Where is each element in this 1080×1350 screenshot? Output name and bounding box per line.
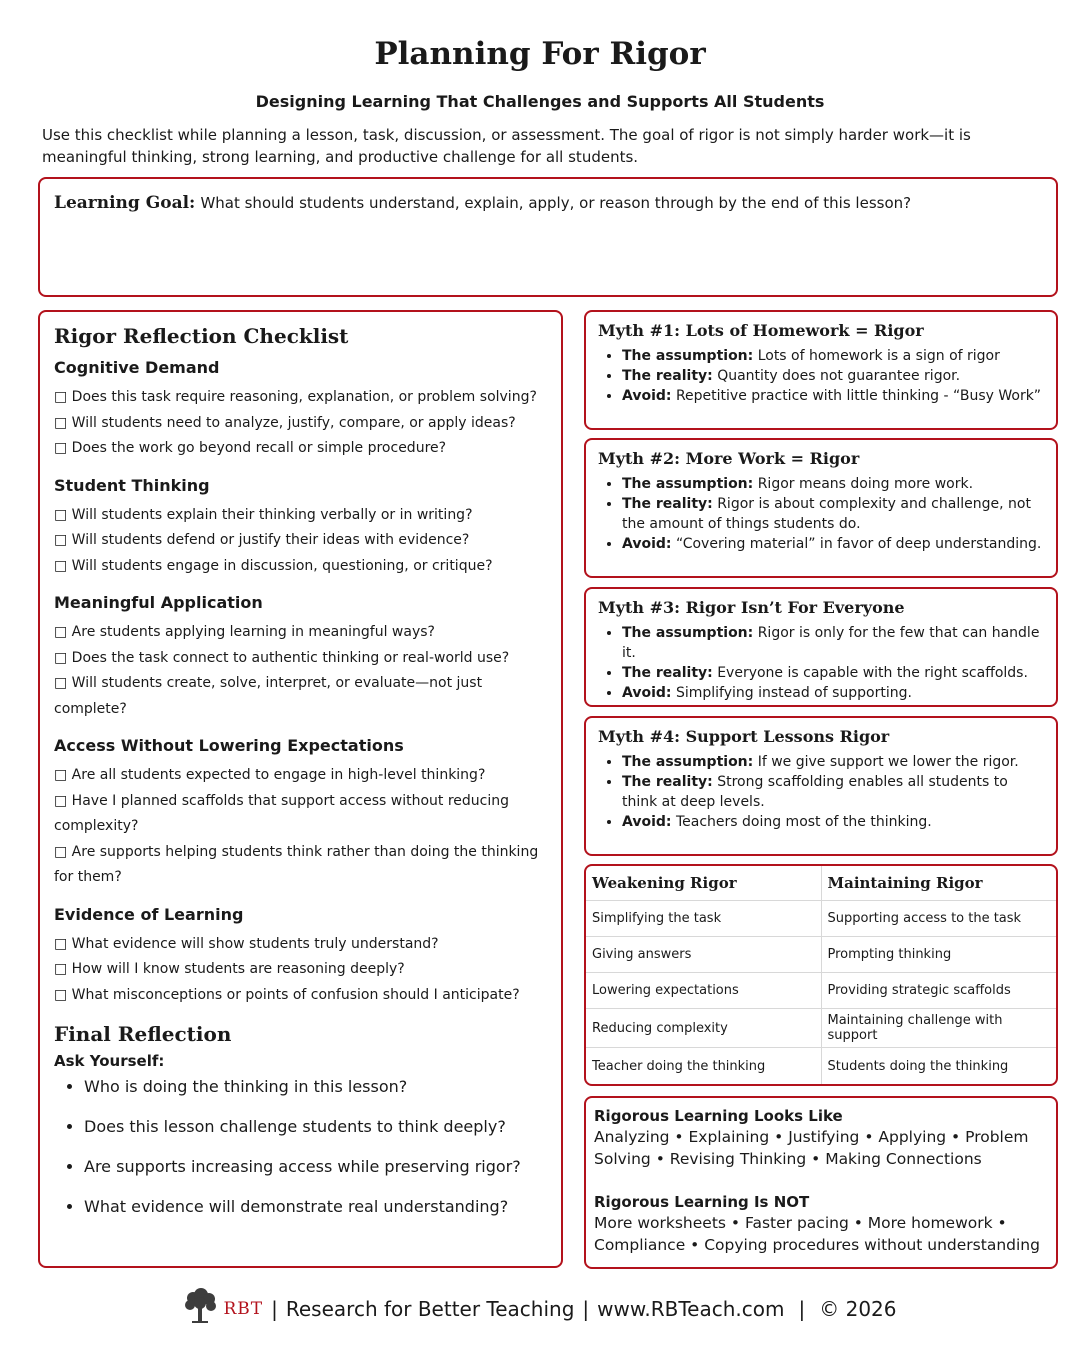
reflection-question: • What evidence will demonstrate real understanding? <box>84 1196 547 1218</box>
column-header-maintaining: Maintaining Rigor <box>821 866 1056 901</box>
myth-card-4 <box>584 716 1058 856</box>
myth-reality: • The reality: Strong scaffolding enables all students to think at deep levels. <box>622 772 1044 812</box>
myth-title: Myth #2: More Work = Rigor <box>598 449 860 468</box>
myth-title: Myth #4: Support Lessons Rigor <box>598 727 890 746</box>
tree-icon <box>183 1288 217 1329</box>
myth-avoid: • Avoid: Teachers doing most of the thinking. <box>622 812 1044 832</box>
intro-text: Use this checklist while planning a lesson, task, discussion, or assessment. The goal of rigor is not simply harder work—it is meaningful thinking, strong learning, and productive challenge for all students. <box>42 126 971 166</box>
myth-card-1 <box>584 310 1058 430</box>
section-heading: Cognitive Demand <box>54 358 220 377</box>
section-evidence <box>54 905 547 1009</box>
footer-url[interactable]: www.RBTeach.com <box>597 1296 785 1321</box>
myth-avoid: • Avoid: “Covering material” in favor of deep understanding. <box>622 534 1044 554</box>
rigor-checklist-box <box>38 310 563 1268</box>
checklist-item[interactable]: □ What misconceptions or points of confusion should I anticipate? <box>54 986 520 1003</box>
checklist-item[interactable]: □ Are students applying learning in meaningful ways? <box>54 624 435 640</box>
table-cell: Teacher doing the thinking <box>586 1048 821 1085</box>
looks-like-heading: Rigorous Learning Looks Like <box>594 1107 843 1125</box>
reflection-question: • Are supports increasing access while preserving rigor? <box>84 1156 547 1178</box>
table-row <box>586 937 1056 973</box>
section-cognitive-demand <box>54 358 547 462</box>
rbt-logo-text: RBT <box>223 1298 264 1319</box>
section-heading: Access Without Lowering Expectations <box>54 736 404 755</box>
checklist-item[interactable]: □ What evidence will show students truly understand? <box>54 935 439 952</box>
myth-title: Myth #3: Rigor Isn’t For Everyone <box>598 598 905 617</box>
myth-assumption: • The assumption: Rigor is only for the few that can handle it. <box>622 623 1044 663</box>
myth-assumption: • The assumption: Lots of homework is a sign of rigor <box>622 346 1044 366</box>
table-row <box>586 1048 1056 1085</box>
checklist-item[interactable]: □ Are all students expected to engage in high-level thinking? <box>54 767 486 783</box>
section-heading: Student Thinking <box>54 475 210 495</box>
section-meaningful-application <box>54 593 547 722</box>
page-title: Planning For Rigor <box>374 36 706 72</box>
final-reflection-heading: Final Reflection <box>54 1022 232 1046</box>
myth-avoid: • Avoid: Simplifying instead of supporting. <box>622 683 1044 703</box>
checklist-heading: Rigor Reflection Checklist <box>54 324 349 348</box>
footer-org: Research for Better Teaching <box>285 1296 575 1321</box>
checklist-item[interactable]: □ Does the task connect to authentic thinking or real-world use? <box>54 649 510 666</box>
rigorous-learning-box <box>584 1096 1058 1269</box>
table-header-row <box>586 866 1056 901</box>
table-row <box>586 973 1056 1009</box>
myth-card-2 <box>584 438 1058 578</box>
myth-reality: • The reality: Quantity does not guarantee rigor. <box>622 366 1044 386</box>
table-cell: Giving answers <box>586 937 821 973</box>
myth-reality: • The reality: Everyone is capable with the right scaffolds. <box>622 663 1044 683</box>
table-cell: Students doing the thinking <box>827 1058 1009 1074</box>
is-not-text: More worksheets • Faster pacing • More homework • Compliance • Copying procedures without understanding <box>594 1214 1040 1254</box>
table-row <box>586 1009 1056 1048</box>
section-access <box>54 736 547 891</box>
checklist-item[interactable]: □ Will students engage in discussion, questioning, or critique? <box>54 557 493 574</box>
checklist-item[interactable]: □ Will students explain their thinking verbally or in writing? <box>54 506 473 523</box>
reflection-question: • Does this lesson challenge students to think deeply? <box>84 1116 547 1138</box>
reflection-list <box>54 1076 547 1218</box>
checklist-item[interactable]: □ Will students create, solve, interpret, or evaluate—not just complete? <box>54 675 483 717</box>
looks-like-text: Analyzing • Explaining • Justifying • Applying • Problem Solving • Revising Thinking • Making Connections <box>594 1128 1029 1168</box>
table-cell: Reducing complexity <box>586 1009 821 1048</box>
checklist-item[interactable]: □ Does the work go beyond recall or simple procedure? <box>54 440 447 456</box>
section-heading: Evidence of Learning <box>54 904 244 924</box>
checklist-item[interactable]: □ Does this task require reasoning, explanation, or problem solving? <box>54 389 537 405</box>
is-not-heading: Rigorous Learning Is NOT <box>594 1193 810 1211</box>
myth-card-3 <box>584 587 1058 707</box>
table-row <box>586 901 1056 937</box>
rigor-comparison-box <box>584 864 1058 1086</box>
checklist-item[interactable]: □ Are supports helping students think rather than doing the thinking for them? <box>54 843 539 885</box>
table-cell: Maintaining challenge with support <box>821 1009 1056 1048</box>
learning-goal-prompt: What should students understand, explain, apply, or reason through by the end of this lesson? <box>200 194 912 212</box>
table-cell: Lowering expectations <box>586 973 821 1009</box>
learning-goal-label: Learning Goal: <box>54 193 196 213</box>
checklist-item[interactable]: □ How will I know students are reasoning deeply? <box>54 961 405 977</box>
learning-goal-box[interactable] <box>38 177 1058 297</box>
page-footer: RBT | Research for Better Teaching | www.RBTeach.com | © 2026 <box>0 1288 1080 1329</box>
checklist-item[interactable]: □ Have I planned scaffolds that support access without reducing complexity? <box>54 792 510 834</box>
table-cell: Supporting access to the task <box>821 901 1056 937</box>
rigor-comparison-table <box>586 866 1056 1084</box>
myth-reality: • The reality: Rigor is about complexity and challenge, not the amount of things students do. <box>622 494 1044 534</box>
table-cell: Providing strategic scaffolds <box>821 973 1056 1009</box>
column-header-weakening: Weakening Rigor <box>586 866 821 901</box>
checklist-item[interactable]: □ Will students defend or justify their ideas with evidence? <box>54 532 470 548</box>
myth-assumption: • The assumption: If we give support we lower the rigor. <box>622 752 1044 772</box>
table-cell: Prompting thinking <box>821 937 1056 973</box>
myth-assumption: • The assumption: Rigor means doing more work. <box>622 474 1044 494</box>
ask-yourself-label: Ask Yourself: <box>54 1052 165 1070</box>
table-cell: Simplifying the task <box>586 901 821 937</box>
checklist-item[interactable]: □ Will students need to analyze, justify, compare, or apply ideas? <box>54 414 516 431</box>
reflection-question: • Who is doing the thinking in this lesson? <box>84 1076 547 1098</box>
myth-avoid: • Avoid: Repetitive practice with little thinking - “Busy Work” <box>622 386 1044 406</box>
section-heading: Meaningful Application <box>54 593 263 612</box>
footer-copyright: © 2026 <box>819 1296 897 1321</box>
final-reflection <box>54 1022 547 1218</box>
page-subtitle: Designing Learning That Challenges and Supports All Students <box>255 92 825 111</box>
myth-title: Myth #1: Lots of Homework = Rigor <box>598 321 924 340</box>
section-student-thinking <box>54 476 547 580</box>
